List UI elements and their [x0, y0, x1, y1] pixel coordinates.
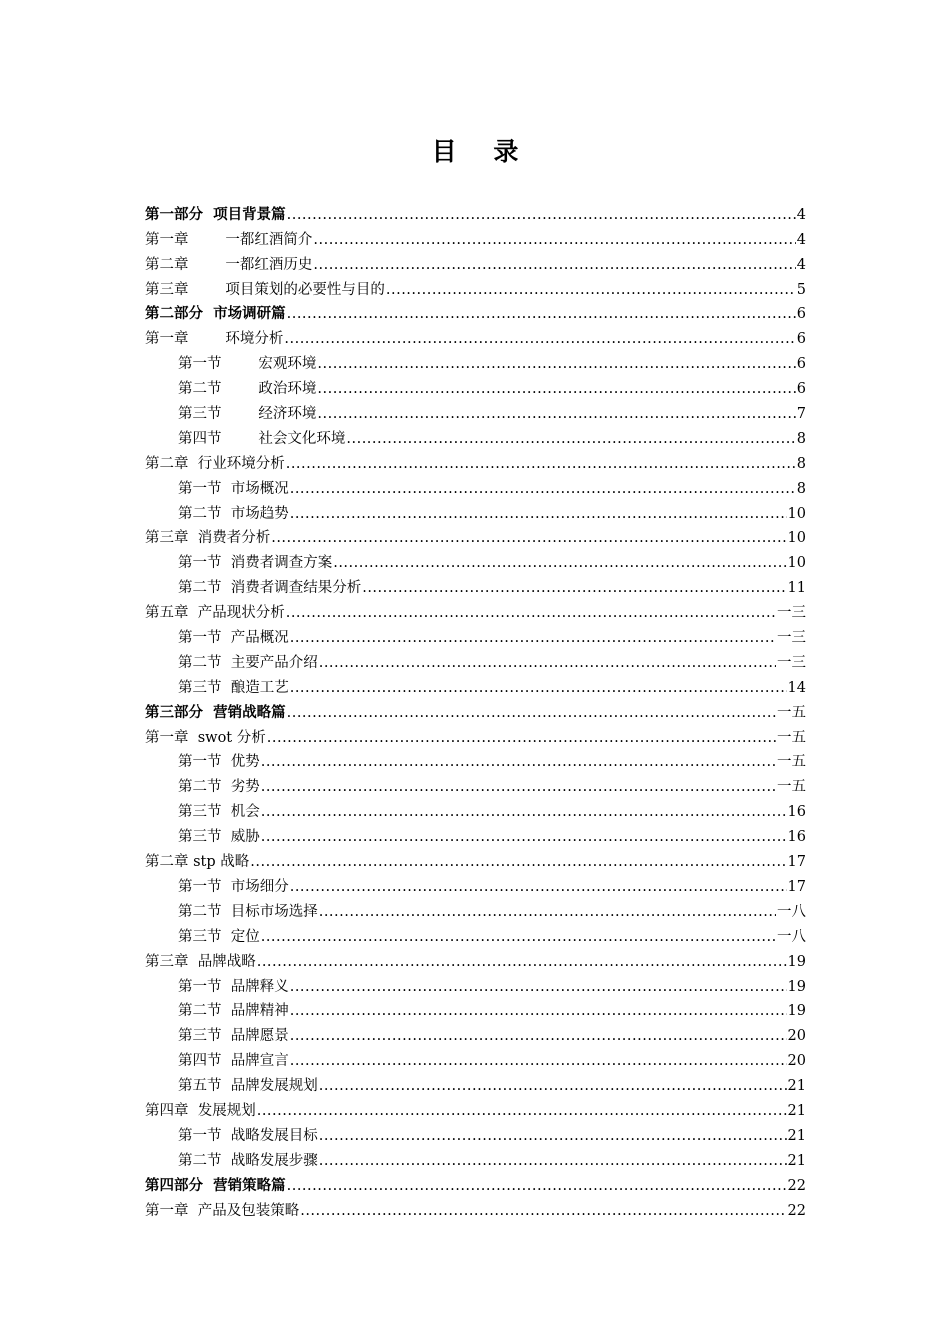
toc-leader-dots	[261, 777, 776, 797]
toc-entry-label: 第一节 消费者调查方案	[178, 555, 333, 572]
toc-entry-label: 第二节 市场趋势	[178, 505, 289, 522]
toc-leader-dots	[261, 927, 776, 947]
toc-entry-label: 第一部分 项目背景篇	[145, 205, 286, 223]
toc-leader-dots	[287, 205, 796, 225]
toc-entry-page-number: 一五	[777, 754, 806, 771]
toc-entry[interactable]	[145, 1021, 806, 1046]
toc-leader-dots	[261, 802, 787, 822]
toc-entry-label: 第一章 产品及包装策略	[145, 1202, 300, 1219]
toc-leader-dots	[319, 653, 776, 673]
toc-entry-page-number: 4	[796, 206, 806, 223]
toc-entry-page-number: 一五	[777, 779, 806, 796]
toc-entry[interactable]	[145, 648, 806, 673]
toc-entry-label: 第一节 市场概况	[178, 480, 289, 497]
toc-entry-page-number: 10	[787, 555, 806, 572]
toc-leader-dots	[386, 280, 796, 300]
toc-entry[interactable]	[145, 1121, 806, 1146]
toc-leader-dots	[317, 354, 795, 374]
toc-entry-label: 第五章 产品现状分析	[145, 605, 285, 622]
toc-entry-page-number: 8	[796, 430, 806, 447]
toc-leader-dots	[261, 827, 787, 847]
toc-entry-page-number: 6	[796, 331, 806, 348]
toc-entry-page-number: 20	[787, 1028, 806, 1045]
toc-entry-page-number: 10	[787, 505, 806, 522]
toc-entry-page-number: 21	[787, 1078, 806, 1095]
toc-entry-page-number: 4	[796, 256, 806, 273]
toc-entry-page-number: 16	[787, 829, 806, 846]
toc-entry[interactable]	[145, 972, 806, 997]
toc-entry[interactable]	[145, 374, 806, 399]
toc-entry[interactable]	[145, 524, 806, 549]
toc-entry-label: 第二章 行业环境分析	[145, 455, 285, 472]
toc-entry-label: 第三节 威胁	[178, 829, 260, 846]
toc-leader-dots	[290, 977, 787, 997]
toc-entry[interactable]	[145, 1096, 806, 1121]
toc-leader-dots	[286, 603, 776, 623]
toc-entry-page-number: 一八	[777, 928, 806, 945]
toc-entry[interactable]	[145, 300, 806, 325]
toc-entry-label: 第二节 战略发展步骤	[178, 1152, 318, 1169]
toc-leader-dots	[300, 1201, 786, 1221]
toc-entry-page-number: 一三	[777, 630, 806, 647]
toc-entry[interactable]	[145, 1146, 806, 1171]
toc-entry[interactable]	[145, 225, 806, 250]
toc-entry-page-number: 一八	[777, 903, 806, 920]
toc-entry[interactable]	[145, 424, 806, 449]
toc-entry-page-number: 19	[787, 953, 806, 970]
toc-entry-label: 第一节 市场细分	[178, 878, 289, 895]
toc-leader-dots	[319, 902, 776, 922]
toc-entry[interactable]	[145, 748, 806, 773]
toc-entry[interactable]	[145, 474, 806, 499]
toc-entry-label: 第五节 品牌发展规划	[178, 1078, 318, 1095]
toc-entry-label: 第二节 品牌精神	[178, 1003, 289, 1020]
toc-entry-page-number: 8	[796, 455, 806, 472]
toc-leader-dots	[287, 703, 776, 723]
toc-entry-page-number: 16	[787, 804, 806, 821]
toc-entry-page-number: 22	[787, 1202, 806, 1219]
toc-entry[interactable]	[145, 723, 806, 748]
toc-entry-label: 第四部分 营销策略篇	[145, 1176, 286, 1194]
toc-entry-label: 第二节 政治环境	[178, 381, 317, 398]
toc-leader-dots	[290, 1051, 787, 1071]
toc-entry-label: 第一节 战略发展目标	[178, 1127, 318, 1144]
toc-entry-label: 第二章 stp 战略	[145, 854, 250, 871]
toc-entry[interactable]	[145, 997, 806, 1022]
toc-leader-dots	[333, 553, 786, 573]
toc-entry[interactable]	[145, 449, 806, 474]
toc-entry-label: 第三节 品牌愿景	[178, 1028, 289, 1045]
toc-entry-label: 第二节 消费者调查结果分析	[178, 580, 362, 597]
toc-entry-page-number: 20	[787, 1053, 806, 1070]
toc-leader-dots	[290, 877, 787, 897]
toc-entry-page-number: 11	[787, 580, 806, 597]
toc-leader-dots	[287, 1176, 787, 1196]
toc-entry-page-number: 一三	[777, 654, 806, 671]
toc-leader-dots	[319, 1076, 787, 1096]
toc-entry[interactable]	[145, 947, 806, 972]
toc-entry-label: 第三节 经济环境	[178, 406, 317, 423]
toc-entry[interactable]	[145, 1196, 806, 1221]
toc-entry[interactable]	[145, 324, 806, 349]
toc-entry-page-number: 6	[796, 356, 806, 373]
toc-entry[interactable]	[145, 922, 806, 947]
toc-leader-dots	[317, 379, 795, 399]
toc-leader-dots	[257, 952, 787, 972]
toc-entry[interactable]	[145, 847, 806, 872]
toc-entry[interactable]	[145, 1071, 806, 1096]
toc-entry[interactable]	[145, 1046, 806, 1071]
toc-entry[interactable]	[145, 872, 806, 897]
toc-leader-dots	[287, 304, 796, 324]
toc-leader-dots	[290, 1026, 787, 1046]
toc-entry-page-number: 17	[787, 878, 806, 895]
toc-entry[interactable]	[145, 598, 806, 623]
toc-entry-label: 第二节 主要产品介绍	[178, 654, 318, 671]
toc-leader-dots	[257, 1101, 787, 1121]
toc-entry[interactable]	[145, 673, 806, 698]
toc-entry-page-number: 19	[787, 1003, 806, 1020]
toc-leader-dots	[271, 528, 786, 548]
toc-entry[interactable]	[145, 1171, 806, 1196]
toc-entry-page-number: 19	[787, 978, 806, 995]
toc-entry[interactable]	[145, 200, 806, 225]
toc-entry[interactable]	[145, 349, 806, 374]
toc-leader-dots	[346, 429, 795, 449]
toc-entry-page-number: 8	[796, 480, 806, 497]
toc-entry-page-number: 7	[796, 406, 806, 423]
toc-entry-label: 第二章 一都红酒历史	[145, 256, 313, 273]
toc-leader-dots	[317, 404, 795, 424]
toc-leader-dots	[319, 1126, 787, 1146]
toc-entry[interactable]	[145, 797, 806, 822]
toc-entry[interactable]	[145, 698, 806, 723]
toc-entry-label: 第三章 项目策划的必要性与目的	[145, 281, 385, 298]
toc-entry-label: 第一节 品牌释义	[178, 978, 289, 995]
toc-entry-label: 第一章 swot 分析	[145, 729, 266, 746]
toc-entry-label: 第一节 优势	[178, 754, 260, 771]
toc-entry-page-number: 一三	[777, 605, 806, 622]
toc-entry-page-number: 10	[787, 530, 806, 547]
toc-entry-label: 第三节 酿造工艺	[178, 679, 289, 696]
toc-entry-page-number: 17	[787, 854, 806, 871]
toc-entry-label: 第三节 机会	[178, 804, 260, 821]
toc-entry-page-number: 6	[796, 306, 806, 323]
toc-entry[interactable]	[145, 897, 806, 922]
toc-title: 目 录	[431, 137, 533, 166]
toc-leader-dots	[290, 504, 787, 524]
toc-entry-label: 第四节 社会文化环境	[178, 430, 346, 447]
toc-entry[interactable]	[145, 623, 806, 648]
toc-entry[interactable]	[145, 573, 806, 598]
toc-leader-dots	[267, 728, 776, 748]
toc-leader-dots	[319, 1151, 787, 1171]
toc-leader-dots	[290, 628, 776, 648]
toc-leader-dots	[313, 230, 795, 250]
toc-leader-dots	[290, 678, 787, 698]
toc-entry[interactable]	[145, 250, 806, 275]
toc-entry-page-number: 14	[787, 679, 806, 696]
toc-entry-page-number: 5	[796, 281, 806, 298]
toc-leader-dots	[286, 454, 796, 474]
toc-entry-label: 第三部分 营销战略篇	[145, 703, 286, 721]
toc-leader-dots	[362, 578, 786, 598]
toc-entry-page-number: 一五	[777, 729, 806, 746]
toc-leader-dots	[290, 479, 796, 499]
table-of-contents	[145, 200, 806, 1221]
toc-entry-page-number: 21	[787, 1152, 806, 1169]
toc-leader-dots	[261, 752, 776, 772]
toc-entry-label: 第三节 定位	[178, 928, 260, 945]
toc-entry-page-number: 21	[787, 1102, 806, 1119]
toc-entry-label: 第二节 目标市场选择	[178, 903, 318, 920]
toc-leader-dots	[313, 255, 795, 275]
toc-leader-dots	[284, 329, 795, 349]
toc-entry-page-number: 21	[787, 1127, 806, 1144]
toc-entry-label: 第四节 品牌宣言	[178, 1053, 289, 1070]
toc-entry-label: 第一章 一都红酒简介	[145, 231, 313, 248]
toc-entry[interactable]	[145, 772, 806, 797]
toc-entry-label: 第一节 产品概况	[178, 630, 289, 647]
toc-entry-label: 第一节 宏观环境	[178, 356, 317, 373]
toc-entry[interactable]	[145, 548, 806, 573]
toc-entry-page-number: 22	[787, 1177, 806, 1194]
toc-entry[interactable]	[145, 275, 806, 300]
toc-entry-label: 第三章 消费者分析	[145, 530, 271, 547]
toc-entry-label: 第四章 发展规划	[145, 1102, 256, 1119]
toc-entry-label: 第二节 劣势	[178, 779, 260, 796]
toc-entry-page-number: 6	[796, 381, 806, 398]
toc-entry-label: 第一章 环境分析	[145, 331, 284, 348]
toc-entry-page-number: 一五	[777, 704, 806, 721]
toc-leader-dots	[250, 852, 786, 872]
toc-entry[interactable]	[145, 822, 806, 847]
toc-entry-label: 第二部分 市场调研篇	[145, 305, 286, 323]
toc-entry-label: 第三章 品牌战略	[145, 953, 256, 970]
toc-entry[interactable]	[145, 499, 806, 524]
toc-leader-dots	[290, 1001, 787, 1021]
toc-entry[interactable]	[145, 399, 806, 424]
toc-entry-page-number: 4	[796, 231, 806, 248]
